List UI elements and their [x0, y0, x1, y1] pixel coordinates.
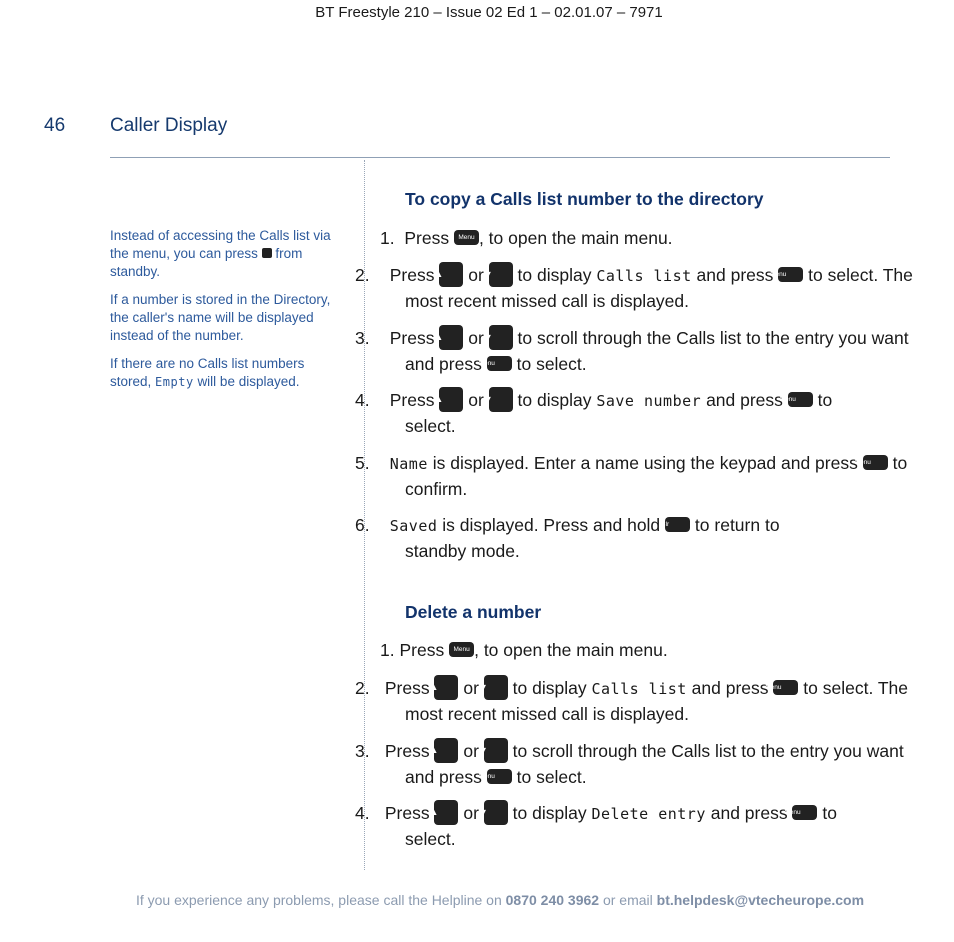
- copy-step-4: 4. Press ▲ or ▼ to display Save number and press Menu to select.: [380, 388, 845, 439]
- sidebar-tip-shortcut: Instead of accessing the Calls list via the menu, you can press from standby.: [110, 228, 331, 279]
- copy-step-6: 6. Saved is displayed. Press and hold Clr to return to standby mode.: [355, 515, 780, 561]
- lcd-text-empty: Empty: [155, 375, 194, 389]
- copy-step-5: 5. Name is displayed. Enter a name using the keypad and press Menu to confirm.: [355, 453, 908, 499]
- helpline-footer: If you experience any problems, please call the Helpline on 0870 240 3962 or email bt.helpdesk@vtecheurope.com: [135, 892, 865, 908]
- up-key-icon: ▲: [434, 800, 458, 825]
- down-key-icon: ▼: [489, 325, 513, 350]
- sidebar-tip-empty: If there are no Calls list numbers stored, Empty will be displayed.: [110, 356, 305, 389]
- lcd-text-calls-list: Calls list: [591, 680, 687, 698]
- lcd-text-calls-list: Calls list: [596, 267, 692, 285]
- document-meta-header: BT Freestyle 210 – Issue 02 Ed 1 – 02.01.07 – 7971: [315, 4, 663, 21]
- delete-step-3: 3. Press ▲ or ▼ to scroll through the Calls list to the entry you want and press Menu to select.: [380, 739, 917, 790]
- delete-step-4: 4. Press ▲ or ▼ to display Delete entry and press Menu to select.: [380, 801, 870, 852]
- menu-key-icon: Menu: [454, 230, 479, 245]
- down-key-icon: ▼: [489, 387, 513, 412]
- page-number: 46: [44, 115, 66, 136]
- up-key-icon: ▲: [439, 262, 463, 287]
- delete-step-2: 2. Press ▲ or ▼ to display Calls list and press Menu to select. The most recent missed call is displayed.: [380, 676, 917, 727]
- helpline-phone: 0870 240 3962: [505, 892, 600, 908]
- down-key-icon: ▼: [484, 675, 508, 700]
- lcd-text-saved: Saved: [389, 517, 438, 535]
- menu-key-icon: Menu: [778, 267, 803, 282]
- copy-step-1: 1. Press Menu , to open the main menu.: [380, 228, 673, 248]
- menu-key-icon: Menu: [487, 356, 512, 371]
- up-key-icon: ▲: [439, 387, 463, 412]
- up-key-icon: ▲: [434, 738, 458, 763]
- down-key-icon: ▼: [484, 738, 508, 763]
- up-key-icon: ▲: [434, 675, 458, 700]
- down-key-icon: ▼: [489, 262, 513, 287]
- delete-step-1: 1. Press Menu , to open the main menu.: [380, 640, 668, 660]
- clear-key-icon: Clr: [665, 517, 690, 532]
- down-key-icon: ▼: [484, 800, 508, 825]
- menu-key-icon: Menu: [773, 680, 798, 695]
- menu-key-icon: Menu: [863, 455, 888, 470]
- menu-key-icon: Menu: [487, 769, 512, 784]
- sidebar-tip-directory: If a number is stored in the Directory, the caller's name will be displayed instead of the number.: [110, 292, 331, 343]
- helpdesk-email: bt.helpdesk@vtecheurope.com: [656, 892, 865, 908]
- menu-key-icon: Menu: [788, 392, 813, 407]
- copy-step-3: 3. Press ▲ or ▼ to scroll through the Calls list to the entry you want and press Menu to select.: [380, 326, 917, 377]
- up-key-icon: ▲: [439, 325, 463, 350]
- lcd-text-save-number: Save number: [596, 392, 702, 410]
- menu-key-icon: Menu: [792, 805, 817, 820]
- delete-heading: Delete a number: [405, 602, 542, 622]
- section-title: Caller Display: [110, 115, 228, 136]
- copy-step-2: 2. Press ▲ or ▼ to display Calls list and press Menu to select. The most recent missed call is displayed.: [380, 263, 917, 314]
- copy-heading: To copy a Calls list number to the directory: [405, 189, 764, 209]
- menu-key-icon: Menu: [449, 642, 474, 657]
- lcd-text-name: Name: [389, 455, 428, 473]
- lcd-text-delete-entry: Delete entry: [591, 805, 706, 823]
- header-divider: [110, 157, 890, 158]
- calls-key-icon: [262, 248, 272, 258]
